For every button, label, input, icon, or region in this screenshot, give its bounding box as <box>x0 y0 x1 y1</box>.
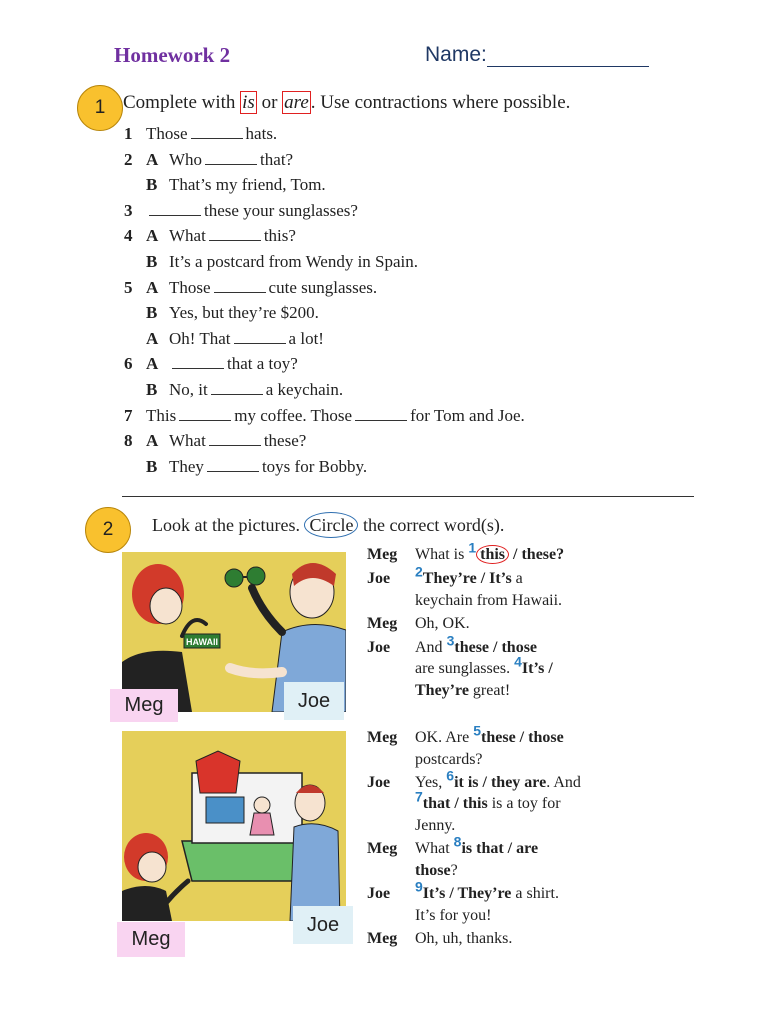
item-speaker: B <box>146 303 158 323</box>
name-line <box>487 46 649 67</box>
label-meg-1: Meg <box>110 689 178 722</box>
item-text: Those hats. <box>146 124 278 143</box>
answer-blank[interactable] <box>172 354 224 369</box>
section-1-instruction: Complete with is or are . Use contractions where possible. <box>123 92 571 113</box>
section-divider <box>122 496 694 497</box>
dialog-line-5: And 3these / those <box>415 632 538 656</box>
answer-blank[interactable] <box>191 124 243 139</box>
answer-blank[interactable] <box>205 150 257 165</box>
meg-face <box>150 588 182 624</box>
homework-title: Homework 2 <box>114 43 231 67</box>
item-number: 5 <box>124 277 133 297</box>
dialog-line-3: keychain from Hawaii. <box>415 592 563 609</box>
answer-blank[interactable] <box>179 406 231 421</box>
item-text: Who that? <box>169 149 294 169</box>
joe-arm <box>252 588 282 632</box>
dialog-line-11: 7that / this is a toy for <box>415 788 561 812</box>
item-text: They toys for Bobby. <box>169 456 368 476</box>
answer-blank[interactable] <box>211 380 263 395</box>
dialog-line-13: What 8is that / are <box>415 833 539 857</box>
answer-blank[interactable] <box>209 226 261 241</box>
word-is-box: is <box>242 92 255 113</box>
dialog-line-1: What is 1 this / these? <box>415 539 565 563</box>
dialog-line-10: Yes, 6it is / they are. And <box>415 767 581 791</box>
speaker-meg: Meg <box>367 615 398 632</box>
item-speaker: B <box>146 456 158 476</box>
dialog-line-16: It’s for you! <box>415 907 492 924</box>
item-number: 7 <box>124 405 133 425</box>
item-number: 6 <box>124 354 133 374</box>
speaker-joe: Joe <box>367 639 391 656</box>
item-speaker: B <box>146 252 158 271</box>
section-2-badge: 2 <box>85 507 131 553</box>
picture-2 <box>122 731 346 921</box>
item-number: 1 <box>124 124 133 143</box>
item-number: 8 <box>124 431 133 451</box>
label-joe-1: Joe <box>284 682 344 720</box>
sunglasses-lens-right <box>247 567 265 585</box>
item-speaker: B <box>146 380 158 399</box>
dialog-line-17: Oh, uh, thanks. <box>415 930 513 947</box>
answer-blank[interactable] <box>207 457 259 472</box>
answer-blank[interactable] <box>149 201 201 216</box>
toy-body <box>250 813 274 835</box>
section-2-instruction: Look at the pictures. Circle the correct word(s). <box>152 515 504 536</box>
label-meg-2: Meg <box>117 922 185 957</box>
answer-blank[interactable] <box>214 278 266 293</box>
sunglasses-lens-left <box>225 569 243 587</box>
speaker-joe: Joe <box>367 774 391 791</box>
name-label: Name: <box>425 43 487 66</box>
item-text: This my coffee. Those for Tom and Joe. <box>146 405 525 425</box>
item-number: 4 <box>124 226 133 246</box>
item-speaker: A <box>146 277 159 297</box>
speaker-joe: Joe <box>367 570 391 587</box>
item-text: that a toy? <box>169 354 298 374</box>
item-text: It’s a postcard from Wendy in Spain. <box>169 252 419 271</box>
section-1-badge: 1 <box>77 85 123 131</box>
circle-word: Circle <box>304 512 358 538</box>
item-speaker: A <box>146 149 159 169</box>
dialog-line-9: postcards? <box>415 751 483 768</box>
joe-hand <box>230 668 282 673</box>
speaker-meg: Meg <box>367 729 398 746</box>
meg-arm-2 <box>166 881 188 903</box>
item-speaker: B <box>146 175 158 195</box>
label-joe-2: Joe <box>293 906 353 944</box>
item-speaker: A <box>146 354 159 374</box>
dialog-line-15: 9It’s / They’re a shirt. <box>415 878 559 902</box>
dialog-line-2: 2They’re / It’s a <box>415 563 523 587</box>
speaker-meg: Meg <box>367 930 398 947</box>
dialog-line-7: They’re great! <box>415 682 511 699</box>
item-text: What this? <box>169 226 296 246</box>
circled-answer: this <box>476 545 509 564</box>
toy-head <box>254 797 270 813</box>
shirt <box>196 751 240 793</box>
word-are-box: are <box>284 92 309 113</box>
item-text: these your sunglasses? <box>146 201 358 221</box>
item-speaker: A <box>146 328 159 348</box>
dialog-line-6: are sunglasses. 4It’s / <box>415 653 553 677</box>
item-text: Those cute sunglasses. <box>169 277 378 297</box>
dialog-line-14: those? <box>415 862 458 879</box>
item-text: Oh! That a lot! <box>169 328 324 348</box>
answer-blank[interactable] <box>209 431 261 446</box>
speaker-meg: Meg <box>367 840 398 857</box>
dialog-line-8: OK. Are 5these / those <box>415 722 564 746</box>
postcards <box>206 797 244 823</box>
meg-face-2 <box>138 852 166 882</box>
dialog-line-12: Jenny. <box>415 817 456 834</box>
item-text: What these? <box>169 431 307 451</box>
item-number: 2 <box>124 149 133 169</box>
item-text: That’s my friend, Tom. <box>169 175 326 195</box>
answer-blank[interactable] <box>355 406 407 421</box>
speaker-meg: Meg <box>367 546 398 563</box>
item-speaker: A <box>146 431 159 451</box>
keychain-text: HAWAII <box>186 637 219 647</box>
dialog-line-4: Oh, OK. <box>415 615 470 632</box>
item-text: Yes, but they’re $200. <box>169 303 319 323</box>
picture-2-illustration <box>122 731 346 921</box>
item-speaker: A <box>146 226 159 246</box>
name-field <box>425 43 649 67</box>
item-number: 3 <box>124 200 133 220</box>
answer-blank[interactable] <box>234 329 286 344</box>
speaker-joe: Joe <box>367 885 391 902</box>
item-text: No, it a keychain. <box>169 380 344 399</box>
